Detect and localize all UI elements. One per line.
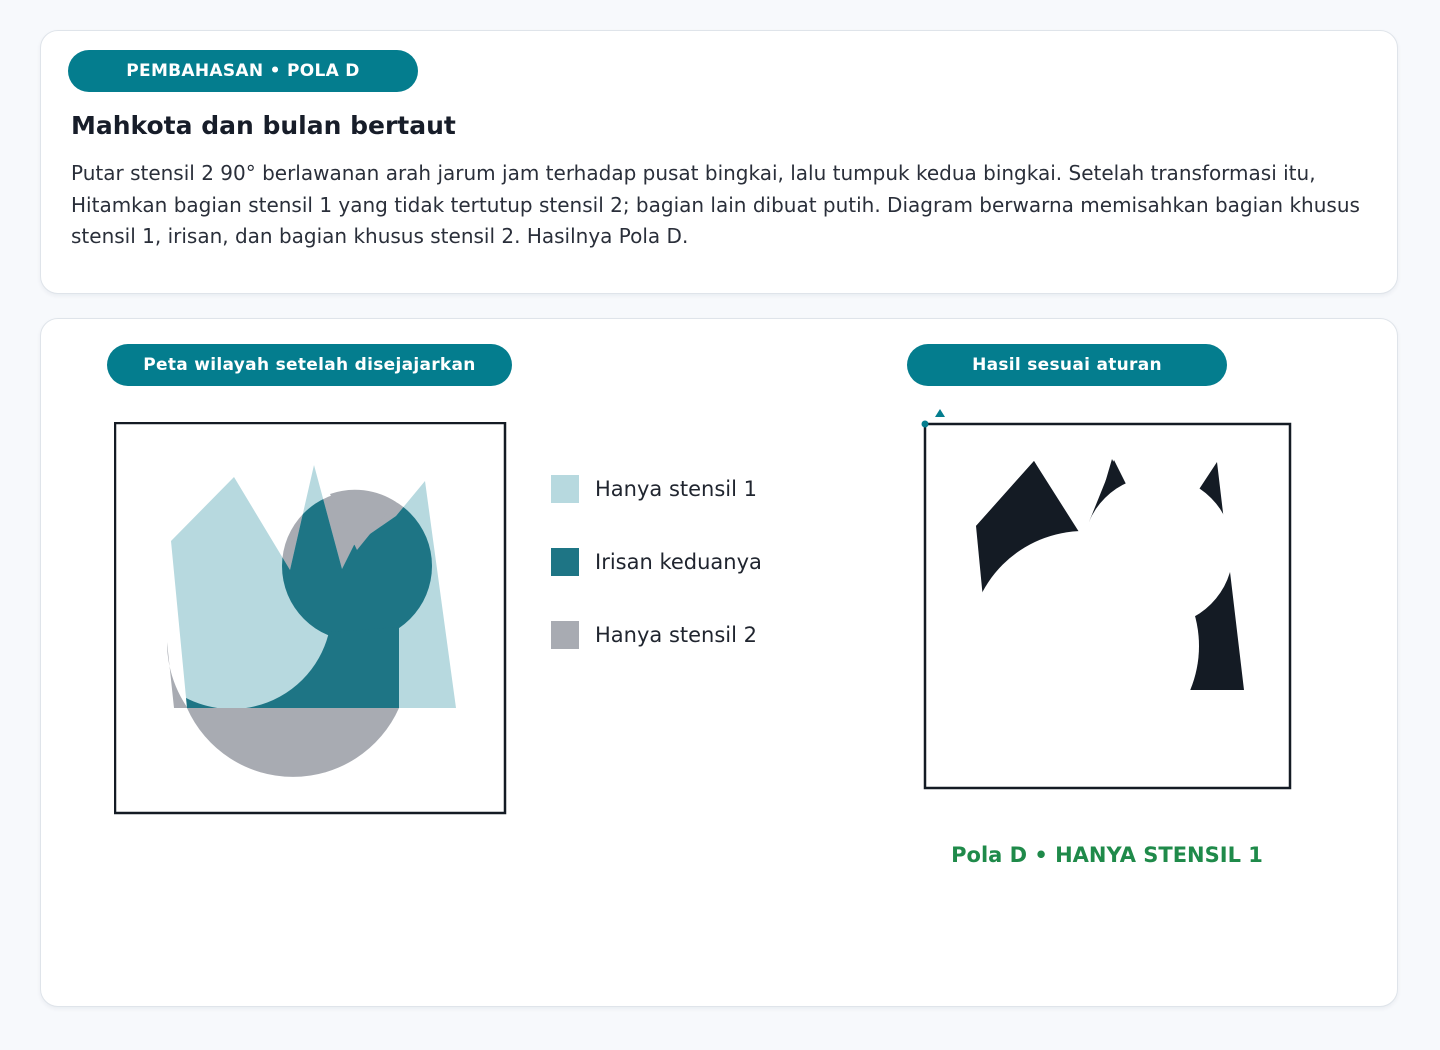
page-title: Mahkota dan bulan bertaut: [71, 111, 456, 140]
origin-dot-icon: [922, 421, 929, 428]
region-map-title: Peta wilayah setelah disejajarkan: [107, 344, 512, 386]
section-badge: PEMBAHASAN • POLA D: [68, 50, 418, 92]
orientation-arrow-icon: [935, 409, 945, 417]
result-title: Hasil sesuai aturan: [907, 344, 1227, 386]
legend-swatch-stencil-1: [551, 475, 579, 503]
legend-label: Hanya stensil 2: [595, 623, 757, 647]
legend-label: Irisan keduanya: [595, 550, 762, 574]
description-text: Putar stensil 2 90° berlawanan arah jarum jam terhadap pusat bingkai, lalu tumpuk kedua bingkai. Setelah transformasi itu, Hitamkan bagian stensil 1 yang tidak tertutup stensil 2; bagian lain dibuat putih. Diagram berwarna memisahkan bagian khusus stensil 1, irisan, dan bagian khusus stensil 2. Hasilnya Pola D.: [71, 161, 1360, 248]
result-diagram: [919, 407, 1299, 793]
problem-card: [40, 30, 1398, 294]
legend-swatch-stencil-2: [551, 621, 579, 649]
region-map-diagram: [114, 422, 508, 816]
legend-swatch-intersection: [551, 548, 579, 576]
solution-card: [40, 318, 1398, 1007]
legend-label: Hanya stensil 1: [595, 477, 757, 501]
result-label: Pola D • HANYA STENSIL 1: [951, 843, 1263, 867]
